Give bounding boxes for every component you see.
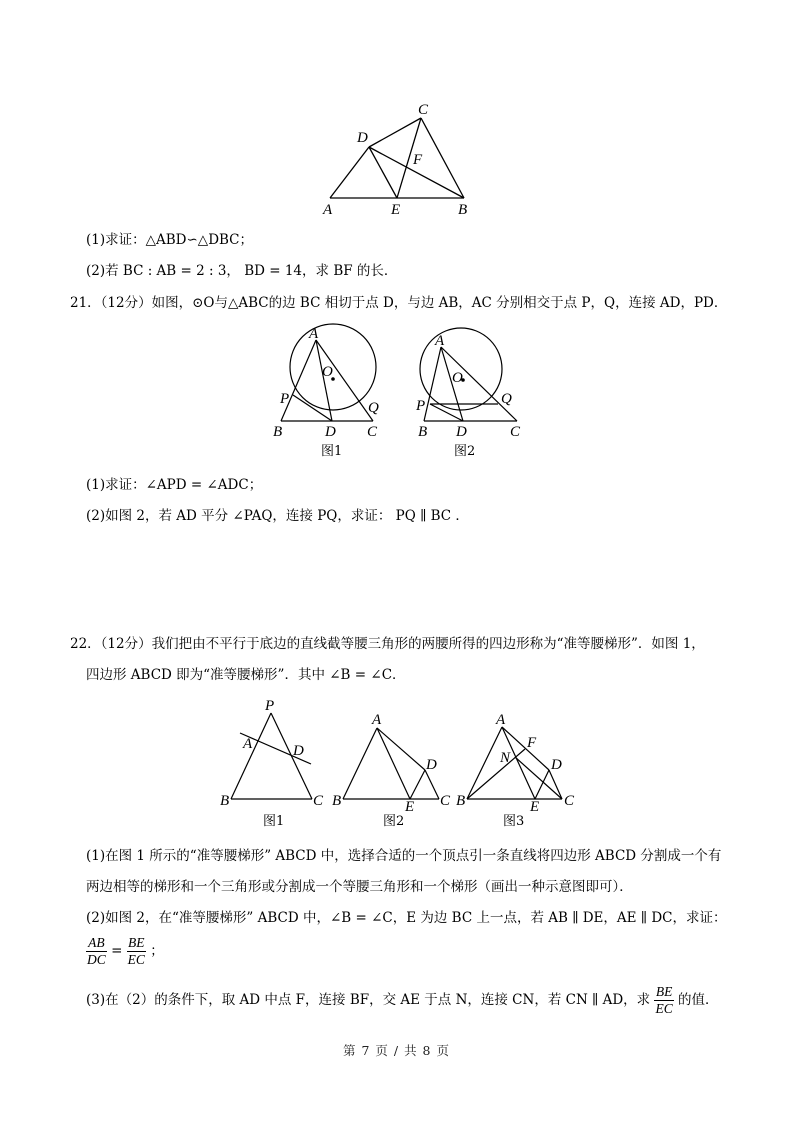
page-footer: 第 7 页 / 共 8 页 [343,1043,450,1058]
svg-text:A: A [435,333,445,349]
svg-text:D: D [293,743,304,759]
svg-text:A: A [309,326,319,342]
q21-part2: (2)如图 2，若 AD 平分 ∠PAQ，连接 PQ，求证： PQ ∥ BC ． [86,508,469,524]
svg-text:D: D [325,424,336,440]
q22-part2-equation: $\frac{AB}{DC}$ = $\frac{BE}{EC}$ ； [87,935,164,967]
svg-text:D: D [456,424,467,440]
svg-text:C: C [510,424,521,440]
q22-part1-line1: (1)在图 1 所示的“准等腰梯形” ABCD 中，选择合适的一个顶点引一条直线将四边形 ABCD 分割成一个有 [86,848,722,864]
fraction-be-ec: $\frac{BE}{EC}$ [127,935,145,967]
svg-text:O: O [322,364,333,380]
fraction-ab-dc: $\frac{AB}{DC}$ [87,935,106,967]
svg-text:B: B [458,202,468,218]
fraction-be-ec: $\frac{BE}{EC}$ [655,984,673,1016]
svg-text:A: A [372,712,382,728]
svg-text:C: C [313,793,324,809]
svg-text:E: E [405,799,415,815]
q22-stem-line1: 22．（12分）我们把由不平行于底边的直线截等腰三角形的两腰所得的四边形称为“准等腰梯形”．如图 1， [70,636,705,652]
svg-text:D: D [426,757,437,773]
svg-text:D: D [357,130,368,146]
svg-text:A: A [323,202,333,218]
svg-text:C: C [418,102,429,118]
svg-text:P: P [416,398,426,414]
q22-part2-line1: (2)如图 2，在“准等腰梯形” ABCD 中，∠B = ∠C，E 为边 BC 上一点，若 AB ∥ DE，AE ∥ DC，求证： [86,910,727,926]
q21-circle-figures [265,320,535,465]
svg-text:C: C [367,424,378,440]
svg-text:A: A [496,712,506,728]
svg-text:C: C [564,793,575,809]
svg-text:N: N [500,750,511,766]
svg-text:E: E [391,202,401,218]
q22-stem-line2: 四边形 ABCD 即为“准等腰梯形”．其中 ∠B = ∠C． [86,667,406,683]
svg-text:B: B [456,793,466,809]
svg-text:B: B [273,424,283,440]
svg-text:Q: Q [501,391,512,407]
svg-text:B: B [332,793,342,809]
svg-text:A: A [243,736,253,752]
svg-text:图2: 图2 [383,814,405,829]
svg-text:图1: 图1 [263,814,285,829]
q21-part1: (1)求证：∠APD = ∠ADC； [86,477,263,493]
q22-part1-line2: 两边相等的梯形和一个三角形或分割成一个等腰三角形和一个梯形（画出一种示意图即可）． [86,879,633,895]
svg-text:P: P [280,391,290,407]
svg-text:E: E [530,799,540,815]
svg-text:D: D [551,757,562,773]
svg-text:图3: 图3 [503,814,525,829]
svg-text:P: P [265,698,275,714]
svg-text:B: B [418,424,428,440]
q22-part3: (3)在（2）的条件下，取 AD 中点 F，连接 BF，交 AE 于点 N，连接 CN，若 CN ∥ AD，求 $\frac{BE}{EC}$ 的值． [86,984,719,1016]
q20-part2: (2)若 BC : AB = 2 : 3， BD = 14，求 BF 的长． [86,263,398,279]
svg-text:图2: 图2 [454,444,476,459]
q21-stem: 21．（12分）如图，⊙O与△ABC的边 BC 相切于点 D，与边 AB，AC 分别相交于点 P，Q，连接 AD，PD． [70,295,728,311]
svg-text:图1: 图1 [321,444,343,459]
svg-text:C: C [440,793,451,809]
svg-text:Q: Q [368,400,379,416]
svg-text:O: O [452,370,463,386]
svg-text:F: F [413,152,423,168]
svg-text:B: B [220,793,230,809]
q22-quadrilateral-figures [210,695,590,835]
q20-triangle-figure [320,98,480,223]
svg-text:F: F [527,735,537,751]
q20-part1: (1)求证：△ABD∽△DBC； [86,232,254,248]
